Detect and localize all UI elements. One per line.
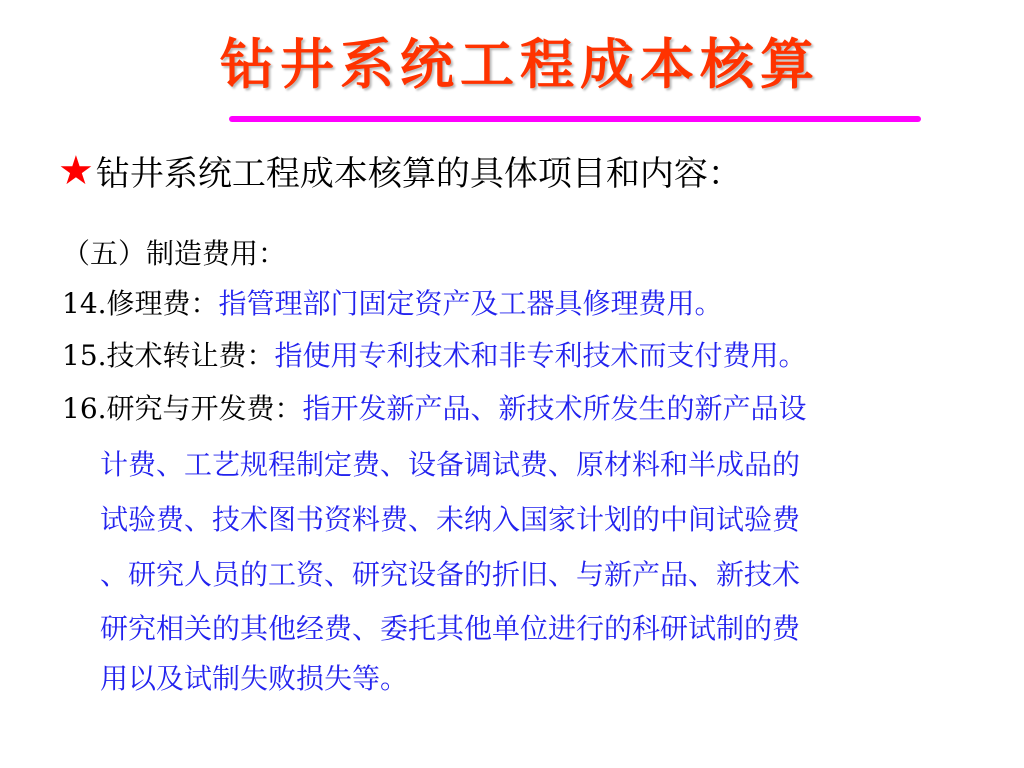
item-label: 研究与开发费：: [106, 392, 303, 425]
item-label: 技术转让费：: [106, 339, 275, 372]
item-number: 14.: [62, 287, 107, 320]
slide-title: 钻井系统工程成本核算: [220, 32, 820, 96]
item-description-continuation: 用以及试制失败损失等。: [100, 662, 409, 695]
item-number: 15.: [62, 339, 107, 372]
item-description: 指开发新产品、新技术所发生的新产品设: [302, 392, 807, 425]
list-item: [62, 384, 807, 434]
list-item: [62, 331, 807, 381]
star-icon: ★: [58, 147, 94, 194]
section-heading: [58, 146, 742, 195]
item-description-continuation: 、研究人员的工资、研究设备的折旧、与新产品、新技术: [100, 558, 801, 591]
item-label: 修理费：: [106, 287, 219, 320]
item-description-continuation: 计费、工艺规程制定费、设备调试费、原材料和半成品的: [100, 448, 801, 481]
item-description: 指使用专利技术和非专利技术而支付费用。: [274, 339, 807, 372]
section-heading-text: 钻井系统工程成本核算的具体项目和内容：: [95, 154, 742, 194]
subsection-label: （五）制造费用：: [62, 237, 287, 270]
item-description-continuation: 研究相关的其他经费、委托其他单位进行的科研试制的费: [100, 612, 801, 645]
item-number: 16.: [62, 392, 107, 425]
list-item: [62, 279, 723, 329]
title-underline: [229, 116, 921, 122]
item-description: 指管理部门固定资产及工器具修理费用。: [218, 287, 723, 320]
item-description-continuation: 试验费、技术图书资料费、未纳入国家计划的中间试验费: [100, 503, 801, 536]
